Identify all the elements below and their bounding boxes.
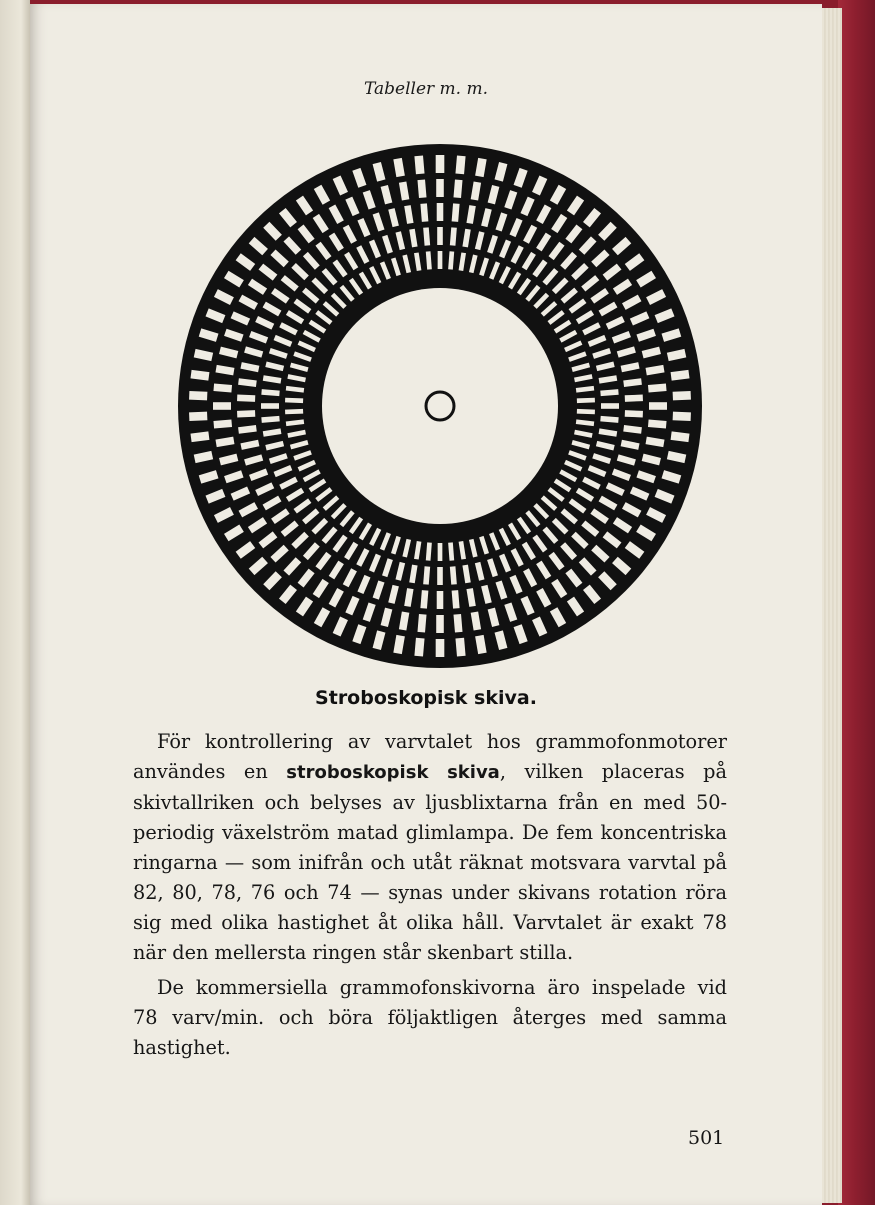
strobe-bar xyxy=(189,412,207,421)
strobe-bar xyxy=(436,615,444,633)
strobe-bar xyxy=(237,395,255,402)
strobe-bar xyxy=(437,227,443,245)
paragraph-1 xyxy=(133,727,727,968)
stroboscopic-disc-figure xyxy=(178,141,702,669)
strobe-bar xyxy=(436,639,445,657)
paragraph-1-before: För kontrollering av varvtalet hos grammofonmotorer användes en xyxy=(133,730,727,783)
paragraph-2-text: De kommersiella grammofonskivorna äro inspelade vid 78 varv/min. och böra följaktligen återges med samma hastighet. xyxy=(133,976,727,1059)
figure-caption: Stroboskopisk skiva. xyxy=(315,687,537,709)
strobe-bar xyxy=(436,179,444,197)
paragraph-2 xyxy=(133,973,727,1063)
strobe-bar xyxy=(438,251,443,269)
body-text xyxy=(133,727,727,1063)
running-head: Tabeller m. m. xyxy=(363,79,488,99)
strobe-bar xyxy=(213,419,232,428)
strobe-bar xyxy=(673,412,691,421)
book-cover-edge xyxy=(838,0,875,1205)
strobe-bar xyxy=(648,383,667,392)
strobe-bar xyxy=(625,395,643,402)
strobe-bar xyxy=(417,179,426,198)
strobe-bar xyxy=(213,383,232,392)
strobe-bar xyxy=(437,567,443,585)
strobe-bar xyxy=(417,614,426,633)
strobe-bar xyxy=(625,410,643,417)
book-page xyxy=(30,4,822,1205)
strobe-bar xyxy=(237,410,255,417)
strobe-bar xyxy=(453,179,462,198)
strobe-bar xyxy=(673,391,691,400)
strobe-bar xyxy=(285,398,303,403)
paragraph-1-term: stroboskopisk skiva xyxy=(286,762,500,783)
strobe-bar xyxy=(436,155,445,173)
strobe-bar xyxy=(437,591,444,609)
strobe-bar xyxy=(577,409,595,414)
strobe-bar xyxy=(438,543,443,561)
page-number: 501 xyxy=(688,1127,725,1149)
strobe-bar xyxy=(648,419,667,428)
strobe-bar xyxy=(601,403,619,409)
paragraph-1-after: , vilken placeras på skivtallriken och belyses av ljusblixtarna från en med 50-periodig växelström matad glimlampa. De fem koncentriska ringarna — som inifrån och utåt räknat motsvara varvtal på 82, 80, 78, 76 och 74 — synas under skivans rotation röra sig med olika hastighet åt olika håll. Varvtalet är exakt 78 när den mellersta ringen står skenbart stilla. xyxy=(133,760,727,964)
strobe-bar xyxy=(261,403,279,409)
strobe-bar xyxy=(649,402,667,410)
facing-page-edge xyxy=(0,0,30,1205)
strobe-bar xyxy=(455,638,465,657)
strobe-bar xyxy=(189,391,207,400)
strobe-bar xyxy=(414,638,424,657)
stroboscopic-disc xyxy=(178,141,702,669)
strobe-bar xyxy=(455,156,465,175)
strobe-bar xyxy=(453,614,462,633)
spindle-hole xyxy=(426,392,454,420)
strobe-bar xyxy=(285,409,303,414)
strobe-bar xyxy=(414,156,424,175)
strobe-bar xyxy=(577,398,595,403)
strobe-bar xyxy=(437,203,444,221)
strobe-bar xyxy=(213,402,231,410)
